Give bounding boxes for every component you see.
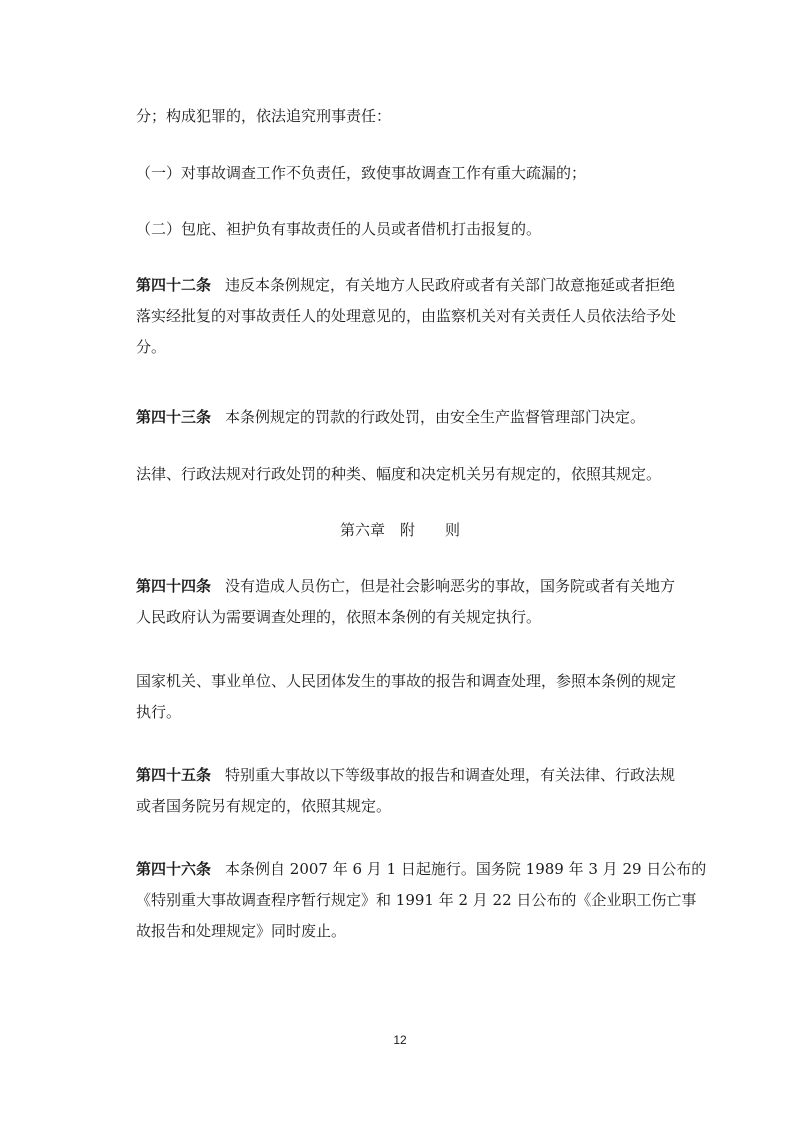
article-46	[136, 854, 707, 947]
text-line: 或者国务院另有规定的，依照其规定。	[136, 797, 392, 815]
article-42	[136, 270, 676, 363]
text-line: 法律、行政法规对行政处罚的种类、幅度和决定机关另有规定的，依照其规定。	[136, 465, 662, 483]
text-line: 违反本条例规定，有关地方人民政府或者有关部门故意拖延或者拒绝	[225, 276, 676, 294]
text-line: 没有造成人员伤亡，但是社会影响恶劣的事故，国务院或者有关地方	[225, 577, 676, 595]
text-line: 落实经批复的对事故责任人的处理意见的，由监察机关对有关责任人员依法给予处	[136, 307, 677, 325]
text-line: 《特别重大事故调查程序暂行规定》和 1991 年 2 月 22 日公布的《企业职工伤亡事	[136, 891, 697, 909]
paragraph	[136, 214, 676, 245]
article-44	[136, 571, 676, 633]
text-line: 分。	[136, 338, 167, 356]
article-number: 第四十三条	[136, 408, 212, 426]
article-number: 第四十四条	[136, 577, 212, 595]
paragraph	[136, 158, 676, 189]
text-line: 故报告和处理规定》同时废止。	[136, 922, 347, 940]
text-line: 本条例规定的罚款的行政处罚，由安全生产监督管理部门决定。	[225, 408, 646, 426]
text-line: 分；构成犯罪的，依法追究刑事责任：	[136, 107, 392, 125]
text-line: （一）对事故调查工作不负责任，致使事故调查工作有重大疏漏的；	[136, 164, 587, 182]
text-line: 特别重大事故以下等级事故的报告和调查处理，有关法律、行政法规	[225, 766, 676, 784]
paragraph	[136, 101, 676, 132]
article-45	[136, 760, 676, 822]
paragraph	[136, 459, 676, 490]
text-line: 人民政府认为需要调查处理的，依照本条例的有关规定执行。	[136, 608, 542, 626]
paragraph	[136, 666, 676, 728]
article-number: 第四十五条	[136, 766, 212, 784]
chapter-heading: 第六章 附 则	[339, 521, 460, 539]
page-number: 12	[393, 1033, 407, 1047]
text-line: 国家机关、事业单位、人民团体发生的事故的报告和调查处理，参照本条例的规定	[136, 672, 677, 690]
article-number: 第四十二条	[136, 276, 212, 294]
article-number: 第四十六条	[136, 860, 212, 878]
text-line: （二）包庇、袒护负有事故责任的人员或者借机打击报复的。	[136, 220, 542, 238]
article-43	[136, 402, 676, 433]
text-line: 执行。	[136, 703, 182, 721]
text-line: 本条例自 2007 年 6 月 1 日起施行。国务院 1989 年 3 月 29 日公布的	[225, 860, 707, 878]
